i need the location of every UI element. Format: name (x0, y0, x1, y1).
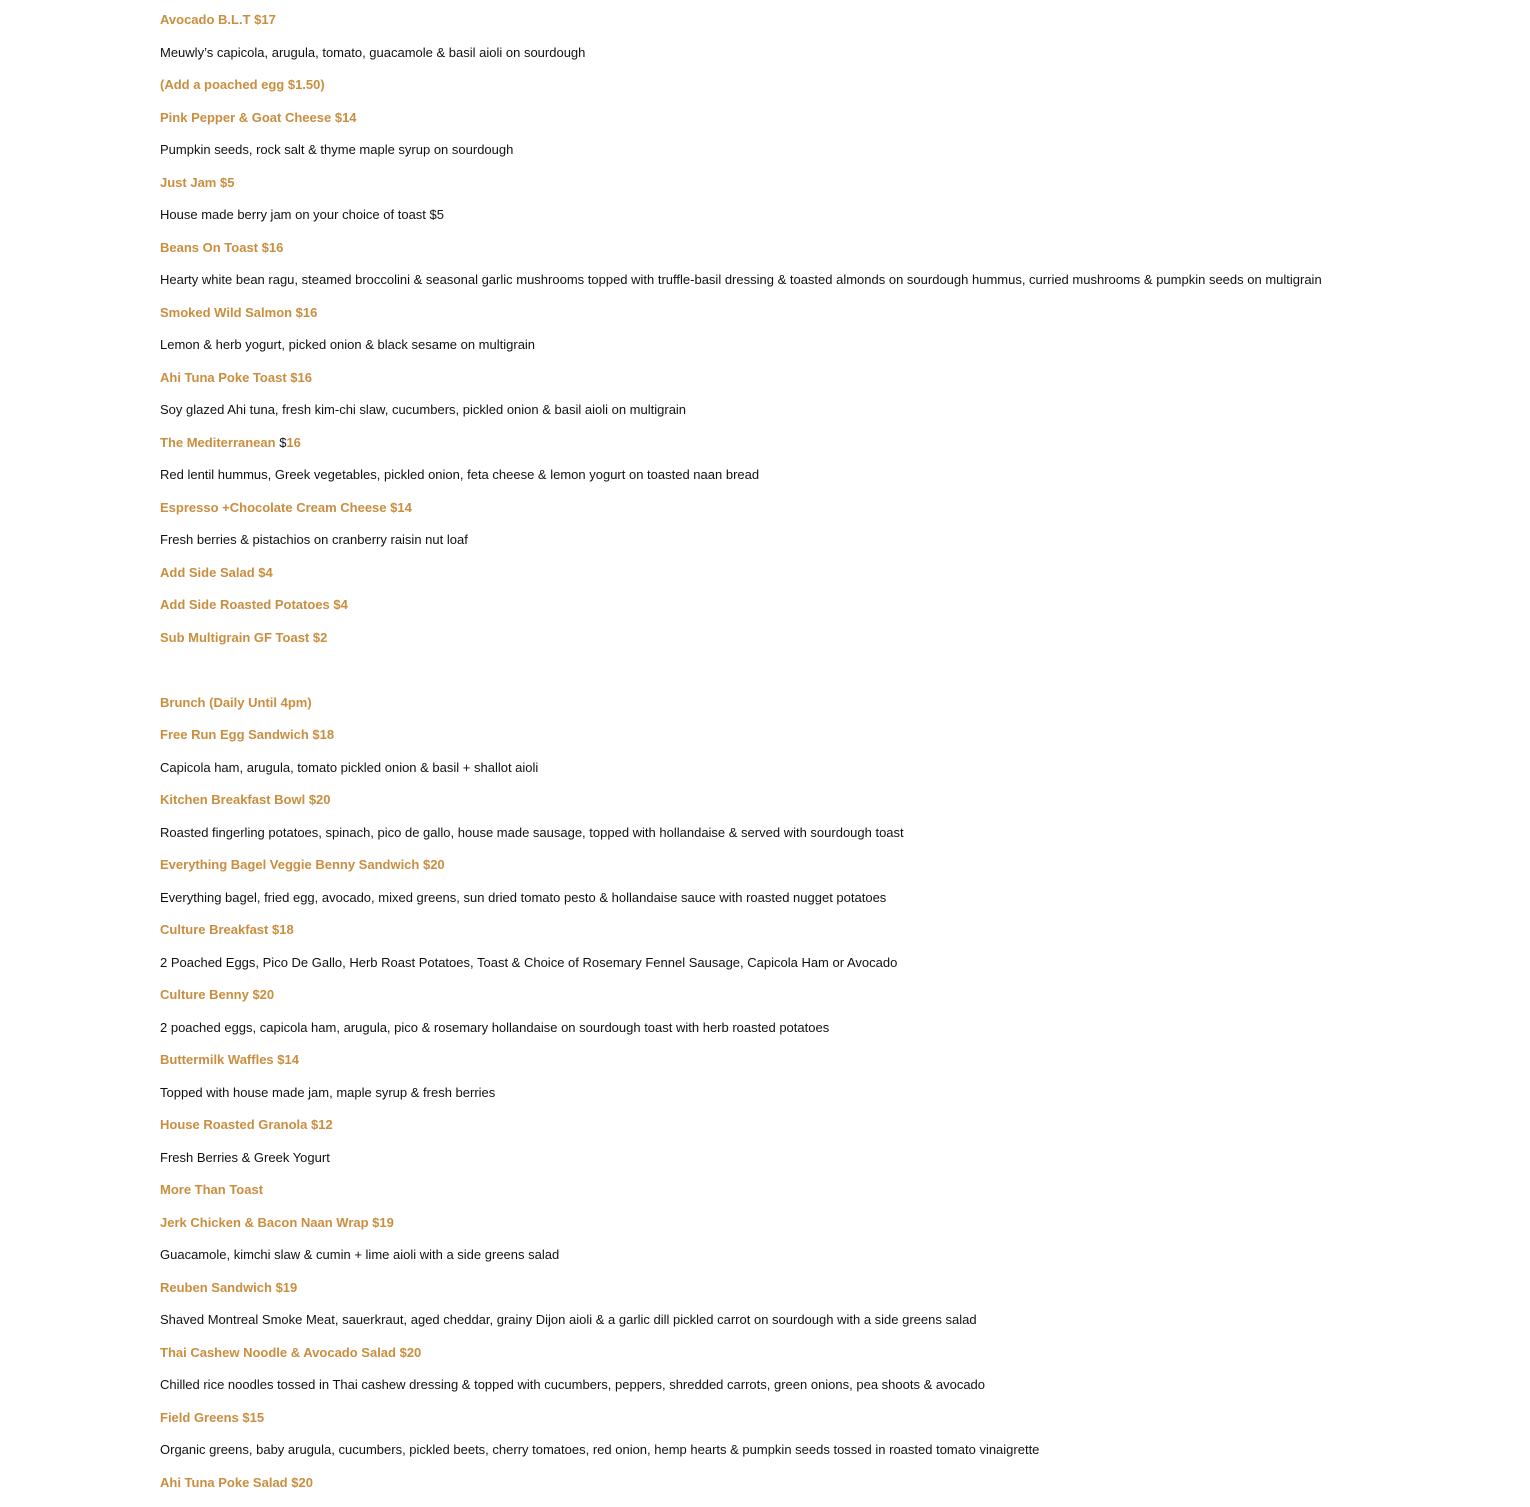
menu-item-title: Add Side Salad $4 (160, 565, 1520, 598)
menu-item-title: Ahi Tuna Poke Toast $16 (160, 370, 1520, 403)
menu-item-title: More Than Toast (160, 1182, 1520, 1215)
menu-item-title: Avocado B.L.T $17 (160, 12, 1520, 45)
menu-item-description: 2 poached eggs, capicola ham, arugula, pico & rosemary hollandaise on sourdough toast with herb roasted potatoes (160, 1020, 1520, 1053)
menu-item-description: Organic greens, baby arugula, cucumbers, pickled beets, cherry tomatoes, red onion, hemp hearts & pumpkin seeds tossed in roasted tomato vinaigrette (160, 1442, 1520, 1475)
menu-item-description: Red lentil hummus, Greek vegetables, pickled onion, feta cheese & lemon yogurt on toasted naan bread (160, 467, 1520, 500)
menu-item-description: Hearty white bean ragu, steamed broccolini & seasonal garlic mushrooms topped with truffle-basil dressing & toasted almonds on sourdough hummus, curried mushrooms & pumpkin seeds on multigrain (160, 272, 1520, 305)
menu-list (160, 12, 1520, 1507)
menu-item-title: House Roasted Granola $12 (160, 1117, 1520, 1150)
menu-item-title: Field Greens $15 (160, 1410, 1520, 1443)
menu-item-description: House made berry jam on your choice of toast $5 (160, 207, 1520, 240)
currency-symbol: $ (279, 435, 286, 450)
menu-item-title: Smoked Wild Salmon $16 (160, 305, 1520, 338)
menu-item-title: Kitchen Breakfast Bowl $20 (160, 792, 1520, 825)
menu-item-description: Fresh berries & pistachios on cranberry raisin nut loaf (160, 532, 1520, 565)
menu-item-title: Everything Bagel Veggie Benny Sandwich $20 (160, 857, 1520, 890)
menu-item-name: The Mediterranean (160, 435, 279, 450)
menu-item-title (160, 435, 1520, 468)
menu-item-title: Buttermilk Waffles $14 (160, 1052, 1520, 1085)
menu-item-title: Just Jam $5 (160, 175, 1520, 208)
menu-item-description: Roasted fingerling potatoes, spinach, pico de gallo, house made sausage, topped with hollandaise & served with sourdough toast (160, 825, 1520, 858)
menu-item-description: 2 Poached Eggs, Pico De Gallo, Herb Roast Potatoes, Toast & Choice of Rosemary Fennel Sausage, Capicola Ham or Avocado (160, 955, 1520, 988)
menu-item-title: Ahi Tuna Poke Salad $20 (160, 1475, 1520, 1507)
menu-item-title: Beans On Toast $16 (160, 240, 1520, 273)
menu-item-title: Jerk Chicken & Bacon Naan Wrap $19 (160, 1215, 1520, 1248)
menu-item-description: Capicola ham, arugula, tomato pickled onion & basil + shallot aioli (160, 760, 1520, 793)
menu-item-description: Fresh Berries & Greek Yogurt (160, 1150, 1520, 1183)
menu-item-description: Pumpkin seeds, rock salt & thyme maple syrup on sourdough (160, 142, 1520, 175)
menu-item-title: Thai Cashew Noodle & Avocado Salad $20 (160, 1345, 1520, 1378)
spacer (160, 662, 1520, 695)
menu-item-description: Lemon & herb yogurt, picked onion & black sesame on multigrain (160, 337, 1520, 370)
menu-item-title: Culture Breakfast $18 (160, 922, 1520, 955)
menu-item-title: Reuben Sandwich $19 (160, 1280, 1520, 1313)
menu-item-title: (Add a poached egg $1.50) (160, 77, 1520, 110)
menu-item-description: Meuwly’s capicola, arugula, tomato, guacamole & basil aioli on sourdough (160, 45, 1520, 78)
menu-item-description: Everything bagel, fried egg, avocado, mixed greens, sun dried tomato pesto & hollandaise sauce with roasted nugget potatoes (160, 890, 1520, 923)
menu-item-title: Pink Pepper & Goat Cheese $14 (160, 110, 1520, 143)
menu-item-title: Free Run Egg Sandwich $18 (160, 727, 1520, 760)
menu-item-description: Shaved Montreal Smoke Meat, sauerkraut, aged cheddar, grainy Dijon aioli & a garlic dill pickled carrot on sourdough with a side greens salad (160, 1312, 1520, 1345)
menu-item-description: Topped with house made jam, maple syrup & fresh berries (160, 1085, 1520, 1118)
menu-item-title: Brunch (Daily Until 4pm) (160, 695, 1520, 728)
menu-item-title: Culture Benny $20 (160, 987, 1520, 1020)
menu-item-description: Guacamole, kimchi slaw & cumin + lime aioli with a side greens salad (160, 1247, 1520, 1280)
menu-item-description: Soy glazed Ahi tuna, fresh kim-chi slaw, cucumbers, pickled onion & basil aioli on multigrain (160, 402, 1520, 435)
menu-item-title: Add Side Roasted Potatoes $4 (160, 597, 1520, 630)
menu-item-description: Chilled rice noodles tossed in Thai cashew dressing & topped with cucumbers, peppers, shredded carrots, green onions, pea shoots & avocado (160, 1377, 1520, 1410)
menu-item-title: Espresso +Chocolate Cream Cheese $14 (160, 500, 1520, 533)
menu-item-title: Sub Multigrain GF Toast $2 (160, 630, 1520, 663)
menu-item-price: 16 (286, 435, 300, 450)
